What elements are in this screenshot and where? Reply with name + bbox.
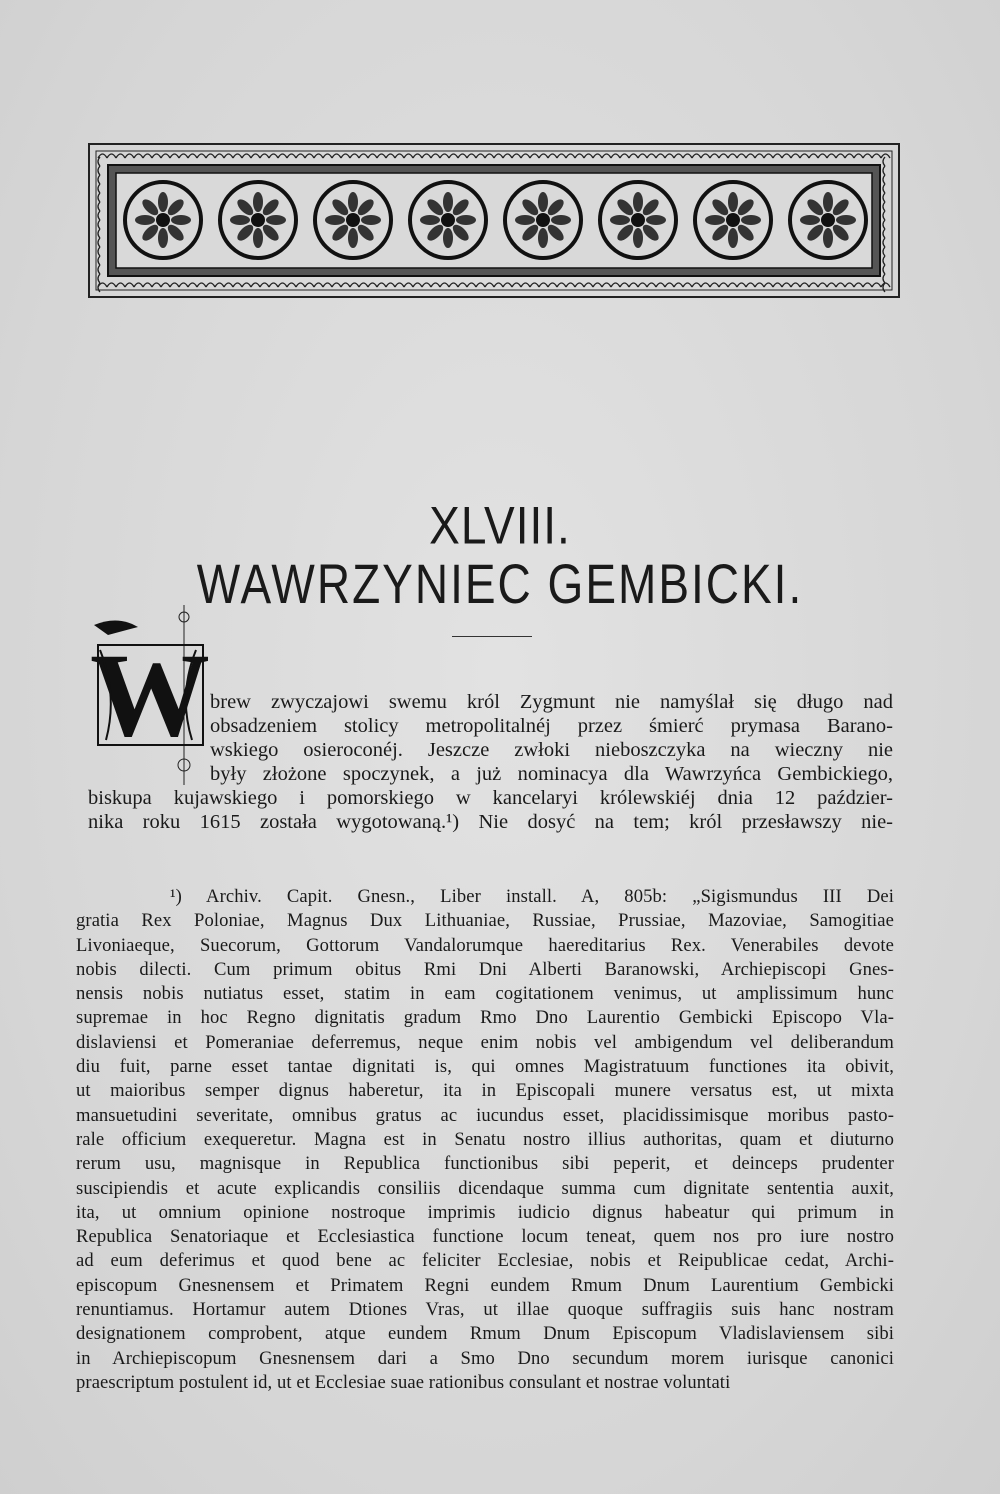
- ornament-rosette: [790, 182, 866, 258]
- footnote-line: [76, 885, 894, 909]
- footnote-line: dislaviensi et Pomeraniae deferremus, neque enim nobis vel ambigendum vel deliberandum: [76, 1031, 894, 1053]
- footnote-line: praescriptum postulent id, ut et Ecclesiae suae rationibus consulant et nostrae voluntati: [76, 1371, 731, 1393]
- footnote-line: designationem comprobent, atque eundem Rmum Dnum Episcopum Vladislaviensem sibi: [76, 1323, 894, 1345]
- footnote-line: rerum usu, magnisque in Republica functionibus sibi peperit, et deinceps prudenter: [76, 1153, 894, 1175]
- ornament-rosette: [695, 182, 771, 258]
- footnote-line: rale officium exequeretur. Magna est in Senatu nostro illius authoritas, quam et diuturno: [76, 1128, 894, 1150]
- footnote-line: suscipiendis et acute explicandis consiliis dicendaque summa cum dignitate sententia auxit,: [76, 1177, 894, 1199]
- chapter-title: WAWRZYNIEC GEMBICKI.: [196, 552, 804, 616]
- footnote-line: ad eum deferimus et quod bene ac feliciter Ecclesiae, nobis et Reipublicae cedat, Archi-: [76, 1250, 894, 1272]
- footnote-line: ita, ut omnium opinione nostroque imprimis iudicio dignus habeatur qui primum in: [76, 1201, 894, 1223]
- footnote-line: diu fuit, parne esset tantae dignitati is, qui omnes Magistratuum functiones ita obivit,: [76, 1056, 894, 1078]
- footnote-line: renuntiamus. Hortamur autem Dtiones Vras, ut illae quoque suffragiis suis hanc nostram: [76, 1299, 894, 1321]
- chapter-number: XLVIII.: [429, 495, 571, 555]
- footnote-line: nobis dilecti. Cum primum obitus Rmi Dni Alberti Baranowski, Archiepiscopi Gnes-: [76, 958, 894, 980]
- ornament-rosette: [410, 182, 486, 258]
- footnote-marker: ¹): [170, 886, 182, 907]
- body-line: nika roku 1615 została wygotowaną.¹) Nie dosyć na tem; król przesławszy nie-: [88, 811, 893, 833]
- body-line: brew zwyczajowi swemu król Zygmunt nie namyślał się długo nad: [210, 691, 893, 713]
- footnote-line: gratia Rex Poloniae, Magnus Dux Lithuaniae, Russiae, Prussiae, Mazoviae, Samogitiae: [76, 910, 894, 932]
- ornamental-header-band: [88, 143, 900, 298]
- body-paragraph: [88, 690, 893, 834]
- body-line: obsadzeniem stolicy metropolitalnéj przez śmierć prymasa Barano-: [210, 715, 893, 737]
- ornament-rosette: [220, 182, 296, 258]
- body-line: były złożone spoczynek, a już nominacya dla Wawrzyńca Gembickiego,: [210, 763, 893, 785]
- footnote-line: nensis nobis nutiatus esset, statim in eam cogitationem venimus, ut amplissimum hunc: [76, 983, 894, 1005]
- footnote-line: supremae in hoc Regno dignitatis gradum Rmo Dno Laurentio Gembicki Episcopo Vla-: [76, 1007, 894, 1029]
- body-line: biskupa kujawskiego i pomorskiego w kancelaryi królewskiéj dnia 12 paździer-: [88, 787, 893, 809]
- initial-letter-glyph: W: [90, 628, 208, 761]
- footnote-line: Livoniaeque, Suecorum, Gottorum Vandalorumque haereditarius Rex. Venerabiles devote: [76, 934, 894, 956]
- ornament-rosette: [600, 182, 676, 258]
- ornament-rosette: [505, 182, 581, 258]
- ornament-rosette: [125, 182, 201, 258]
- footnote-line: mansuetudini severitate, omnibus gratus ac iucundus esset, placidissimisque moribus pasto-: [76, 1104, 894, 1126]
- footnote-line: Republica Senatoriaque et Ecclesiastica functione locum teneat, quem nos pro iure nostro: [76, 1226, 894, 1248]
- footnote-line: ut maioribus semper dignus haberetur, ita in Episcopali munere versatus est, ut mixta: [76, 1080, 894, 1102]
- footnote: [76, 885, 894, 1395]
- footnote-line-text: Archiv. Capit. Gnesn., Liber install. A, 805b: „Sigismundus III Dei: [206, 886, 894, 907]
- title-divider: [452, 636, 532, 637]
- ornament-rosette: [315, 182, 391, 258]
- footnote-line: in Archiepiscopum Gnesnensem dari a Smo Dno secundum morem iurisque canonici: [76, 1347, 894, 1369]
- body-line: wskiego osieroconéj. Jeszcze zwłoki nieboszczyka na wieczny nie: [210, 739, 893, 761]
- footnote-line: episcopum Gnesnensem et Primatem Regni eundem Rmum Dnum Laurentium Gembicki: [76, 1274, 894, 1296]
